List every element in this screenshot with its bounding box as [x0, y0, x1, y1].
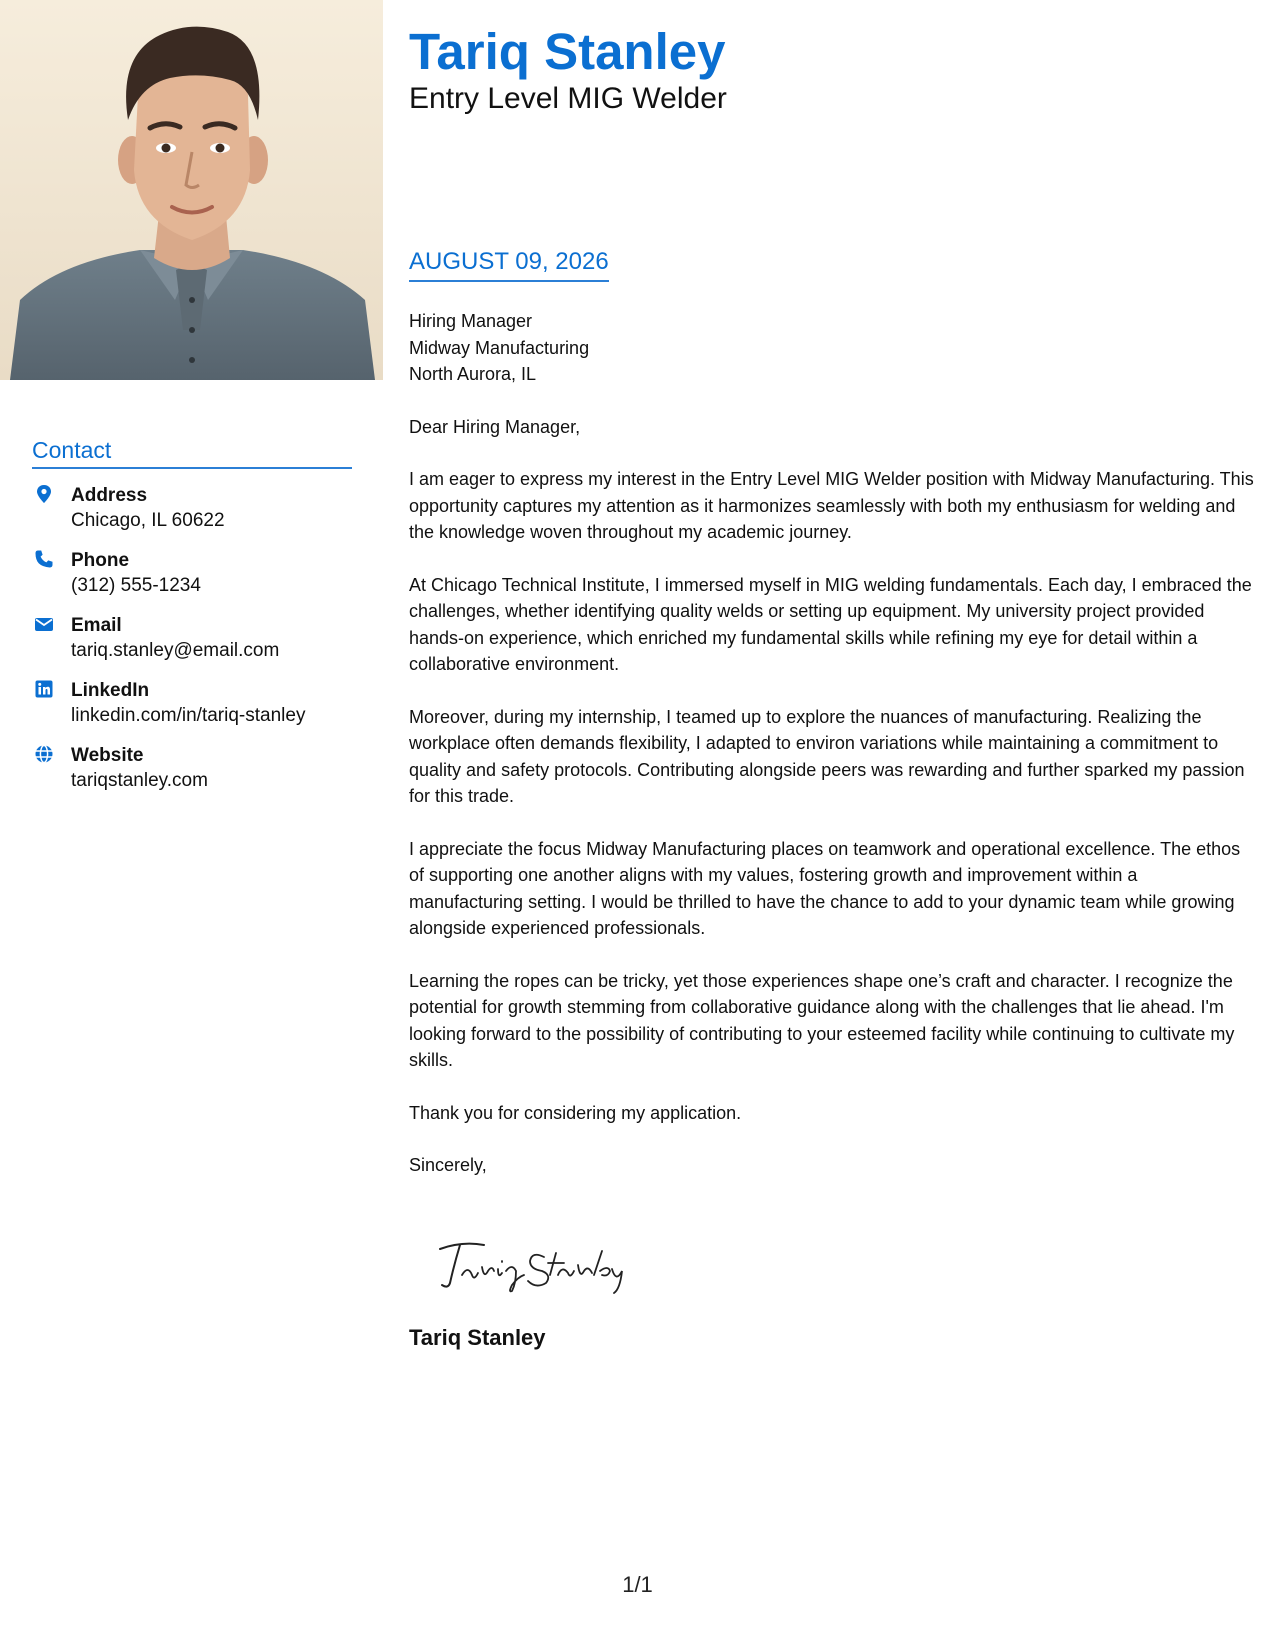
phone-icon: [34, 549, 54, 569]
letter-body: [409, 308, 1254, 1205]
recipient-block: [409, 308, 1254, 388]
contact-label-phone: Phone: [71, 550, 130, 571]
recipient-line: Hiring Manager: [409, 311, 533, 331]
contact-heading: Contact: [32, 437, 352, 469]
signed-name: Tariq Stanley: [409, 1325, 546, 1350]
letter-paragraph: I appreciate the focus Midway Manufacturing places on teamwork and operational excellence. The ethos of supporting one another aligns with my values, fostering growth and improvement within a manufacturing setting. I would be thrilled to have the chance to add to your dynamic team while growing alongside experienced professionals.: [409, 838, 1241, 938]
letter-paragraph: Thank you for considering my application.: [409, 1102, 742, 1123]
contact-value-linkedin[interactable]: linkedin.com/in/tariq-stanley: [71, 705, 306, 726]
contact-section: [32, 437, 352, 808]
contact-item-address: [32, 483, 352, 533]
letter-paragraph: I am eager to express my interest in the Entry Level MIG Welder position with Midway Manufacturing. This opportunity captures my attention as it harmonizes seamlessly with both my enthusiasm for welding and the knowledge woven throughout my academic journey.: [409, 469, 1254, 542]
applicant-name: Tariq Stanley: [409, 23, 726, 80]
profile-photo: [0, 0, 383, 380]
contact-label-address: Address: [71, 485, 148, 506]
contact-item-email: [32, 613, 352, 663]
job-title: Entry Level MIG Welder: [409, 82, 727, 115]
handwritten-signature: [432, 1235, 662, 1295]
contact-label-linkedin: LinkedIn: [71, 680, 150, 701]
letter-paragraph: At Chicago Technical Institute, I immersed myself in MIG welding fundamentals. Each day, I embraced the challenges, whether identifying quality welds or setting up equipment. My university project provided hands-on experience, which enriched my fundamental skills while refining my eye for detail within a collaborative environment.: [409, 574, 1252, 674]
contact-item-website: [32, 743, 352, 793]
email-icon: [34, 614, 54, 634]
recipient-line: Midway Manufacturing: [409, 337, 590, 358]
portrait-illustration: [0, 0, 383, 380]
contact-value-phone: (312) 555-1234: [71, 575, 201, 596]
linkedin-icon: [34, 679, 54, 699]
globe-icon: [34, 744, 54, 764]
recipient-line: North Aurora, IL: [409, 364, 537, 384]
letter-paragraph: Learning the ropes can be tricky, yet those experiences shape one’s craft and character. I recognize the potential for growth stemming from collaborative guidance along with the challenges that lie ahead. I'm looking forward to the possibility of contributing to your esteemed facility while continuing to cultivate my skills.: [409, 970, 1235, 1070]
contact-value-address: Chicago, IL 60622: [71, 510, 225, 531]
page-number: 1/1: [622, 1572, 653, 1597]
closing: Sincerely,: [409, 1155, 487, 1175]
salutation: Dear Hiring Manager,: [409, 416, 581, 437]
contact-value-email[interactable]: tariq.stanley@email.com: [71, 640, 280, 661]
contact-item-phone: [32, 548, 352, 598]
letter-date: AUGUST 09, 2026: [409, 248, 609, 282]
header: [409, 22, 1254, 116]
contact-label-email: Email: [71, 615, 122, 636]
letter-paragraph: Moreover, during my internship, I teamed up to explore the nuances of manufacturing. Realizing the workplace often demands flexibility, I adapted to environ variations while maintaining a commitment to quality and safety protocols. Contributing alongside peers was rewarding and further sparked my passion for this trade.: [409, 706, 1245, 806]
location-pin-icon: [34, 484, 54, 504]
contact-value-website[interactable]: tariqstanley.com: [71, 770, 208, 791]
contact-item-linkedin: [32, 678, 352, 728]
contact-label-website: Website: [71, 745, 144, 766]
